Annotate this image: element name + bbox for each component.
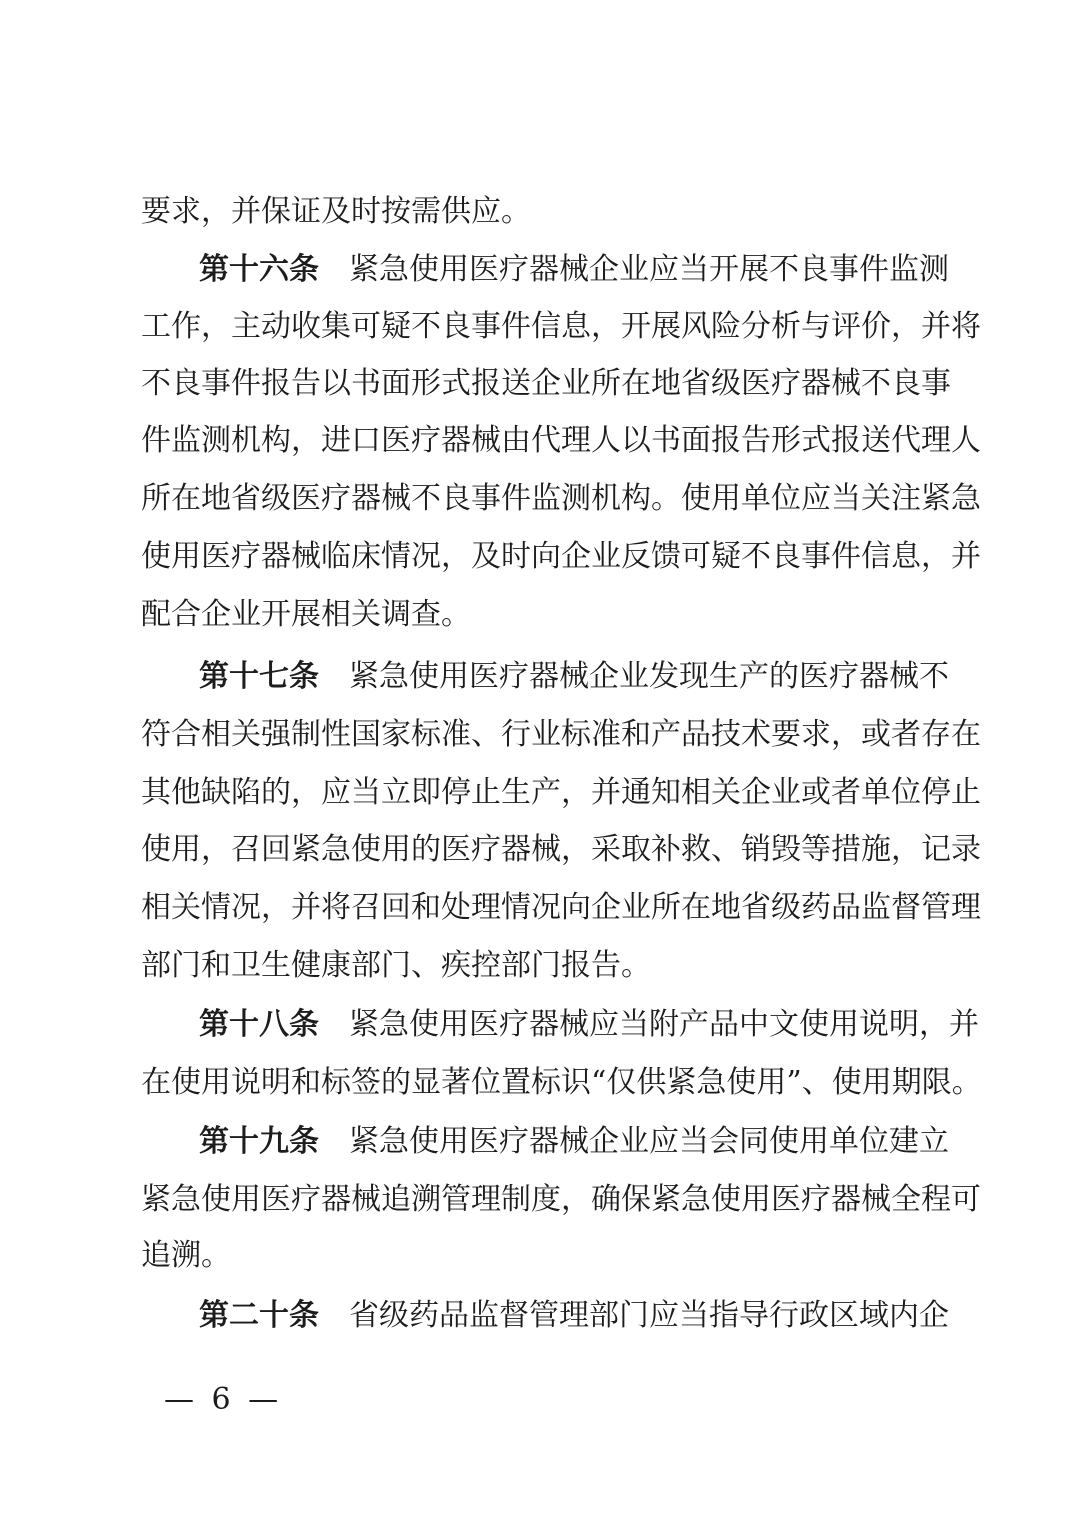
- line-text: 紧 急 使 用 医 疗 器 械 企 业 发 现 生 产 的 医 疗 器 械 不: [349, 659, 949, 694]
- article-20-heading-line: [199, 1296, 949, 1336]
- line-text: 不 良 事 件 报 告 以 书 面 形 式 报 送 企 业 所 在 地 省 级 医 疗 器 械 不 良 事: [141, 366, 951, 401]
- article-heading: 第十八条: [199, 1007, 319, 1042]
- line-text: 工 作 ， 主 动 收 集 可 疑 不 良 事 件 信 息 ， 开 展 风 险 分 析 与 评 价 ， 并 将: [141, 309, 981, 344]
- article-heading: 第十七条: [199, 659, 319, 694]
- line-text: 其 他 缺 陷 的 ， 应 当 立 即 停 止 生 产 ， 并 通 知 相 关 企 业 或 者 单 位 停 止: [141, 775, 981, 810]
- text-line: [141, 1063, 982, 1103]
- text-line: [141, 192, 941, 232]
- article-heading: 第十六条: [199, 252, 319, 287]
- text-line: [141, 595, 941, 635]
- line-text: 所 在 地 省 级 医 疗 器 械 不 良 事 件 监 测 机 构 。 使 用 单 位 应 当 关 注 紧 急: [141, 481, 981, 516]
- article-19-heading-line: [199, 1122, 949, 1162]
- text-line: [141, 537, 981, 577]
- text-line: [141, 946, 941, 986]
- line-text: 配合企业开展相关调查。: [141, 597, 471, 632]
- line-text: 追溯。: [141, 1238, 231, 1273]
- text-line: [141, 773, 981, 813]
- line-text: 紧 急 使 用 医 疗 器 械 应 当 附 产 品 中 文 使 用 说 明 ， 并: [349, 1007, 979, 1042]
- line-text: 在 使 用 说 明 和 标 签 的 显 著 位 置 标 识 “ 仅 供 紧 急 使 用 ” 、 使 用 期 限 。: [141, 1065, 982, 1100]
- line-text: 部门和卫生健康部门、疾控部门报告。: [141, 948, 651, 983]
- article-16-heading-line: [199, 250, 949, 290]
- text-line: [141, 421, 981, 461]
- line-text: 省 级 药 品 监 督 管 理 部 门 应 当 指 导 行 政 区 域 内 企: [349, 1298, 949, 1333]
- line-text: 紧 急 使 用 医 疗 器 械 追 溯 管 理 制 度 ， 确 保 紧 急 使 用 医 疗 器 械 全 程 可: [141, 1182, 981, 1217]
- article-18-heading-line: [199, 1005, 979, 1045]
- page-number: — 6 —: [164, 1382, 283, 1417]
- text-line: [141, 479, 981, 519]
- line-text: 要求，并保证及时按需供应。: [141, 194, 531, 229]
- text-line: [141, 364, 951, 404]
- text-line: [141, 1236, 941, 1276]
- line-text: 使 用 ， 召 回 紧 急 使 用 的 医 疗 器 械 ， 采 取 补 救 、 销 毁 等 措 施 ， 记 录: [141, 832, 981, 867]
- article-heading: 第十九条: [199, 1124, 319, 1159]
- line-text: 件 监 测 机 构 ， 进 口 医 疗 器 械 由 代 理 人 以 书 面 报 告 形 式 报 送 代 理 人: [141, 423, 981, 458]
- text-line: [141, 888, 981, 928]
- article-17-heading-line: [199, 657, 949, 697]
- line-text: 相 关 情 况 ， 并 将 召 回 和 处 理 情 况 向 企 业 所 在 地 省 级 药 品 监 督 管 理: [141, 890, 981, 925]
- line-text: 符 合 相 关 强 制 性 国 家 标 准 、 行 业 标 准 和 产 品 技 术 要 求 ， 或 者 存 在: [141, 717, 981, 752]
- line-text: 紧 急 使 用 医 疗 器 械 企 业 应 当 开 展 不 良 事 件 监 测: [349, 252, 949, 287]
- text-line: [141, 830, 981, 870]
- text-line: [141, 307, 981, 347]
- text-line: [141, 715, 981, 755]
- line-text: 紧 急 使 用 医 疗 器 械 企 业 应 当 会 同 使 用 单 位 建 立: [349, 1124, 949, 1159]
- line-text: 使 用 医 疗 器 械 临 床 情 况 ， 及 时 向 企 业 反 馈 可 疑 不 良 事 件 信 息 ， 并: [141, 539, 981, 574]
- text-line: [141, 1180, 981, 1220]
- article-heading: 第二十条: [199, 1298, 319, 1333]
